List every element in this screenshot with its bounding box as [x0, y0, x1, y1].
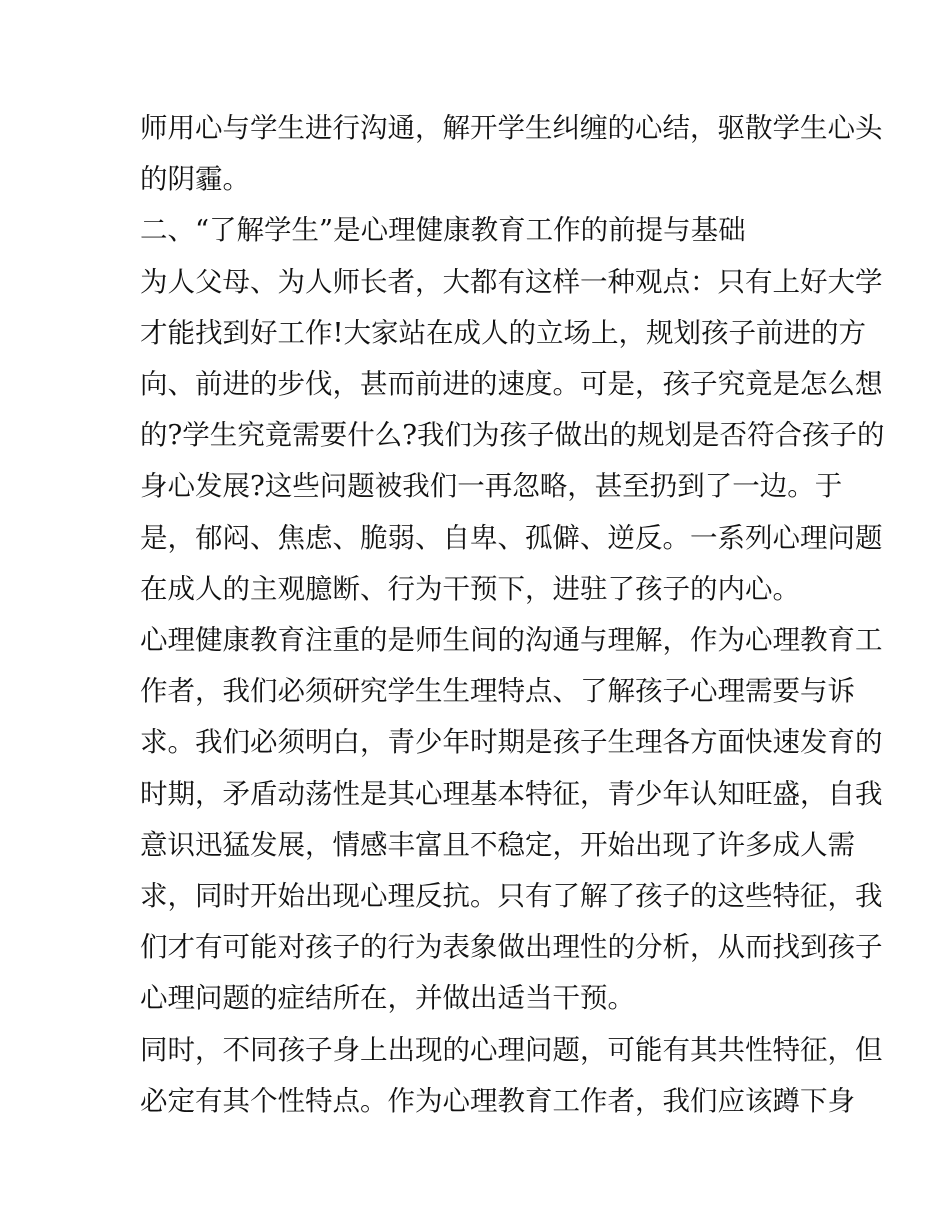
- text-line: 求。我们必须明白，青少年时期是孩子生理各方面快速发育的: [140, 726, 883, 759]
- text-line: 身心发展?这些问题被我们一再忽略，甚至扔到了一边。于: [140, 470, 843, 503]
- text-line: 的?学生究竟需要什么?我们为孩子做出的规划是否符合孩子的: [140, 419, 885, 452]
- text-line: 才能找到好工作!大家站在成人的立场上，规划孩子前进的方: [140, 316, 867, 349]
- text-line: 向、前进的步伐，甚而前进的速度。可是，孩子究竟是怎么想: [140, 368, 883, 400]
- text-line: 是，郁闷、焦虑、脆弱、自卑、孤僻、逆反。一系列心理问题: [140, 521, 883, 554]
- text-line: 在成人的主观臆断、行为干预下，进驻了孩子的内心。: [140, 572, 800, 605]
- text-line: 时期，矛盾动荡性是其心理基本特征，青少年认知旺盛，自我: [140, 777, 883, 810]
- text-line: 必定有其个性特点。作为心理教育工作者，我们应该蹲下身: [140, 1084, 855, 1117]
- text-line: 心理健康教育注重的是师生间的沟通与理解，作为心理教育工: [140, 624, 883, 656]
- text-line: 的阴霾。: [140, 163, 250, 196]
- text-line: 们才有可能对孩子的行为表象做出理性的分析，从而找到孩子: [140, 931, 883, 964]
- section-heading: 二、“了解学生”是心理健康教育工作的前提与基础: [140, 214, 746, 247]
- text-line: 意识迅猛发展，情感丰富且不稳定，开始出现了许多成人需: [140, 828, 855, 861]
- text-line: 为人父母、为人师长者，大都有这样一种观点：只有上好大学: [140, 265, 883, 298]
- text-line: 求，同时开始出现心理反抗。只有了解了孩子的这些特征，我: [140, 880, 883, 912]
- text-line: 师用心与学生进行沟通，解开学生纠缠的心结，驱散学生心头: [140, 112, 883, 144]
- text-line: 作者，我们必须研究学生生理特点、了解孩子心理需要与诉: [140, 675, 855, 708]
- text-line: 心理问题的症结所在，并做出适当干预。: [140, 982, 635, 1015]
- text-line: 同时，不同孩子身上出现的心理问题，可能有其共性特征，但: [140, 1033, 883, 1066]
